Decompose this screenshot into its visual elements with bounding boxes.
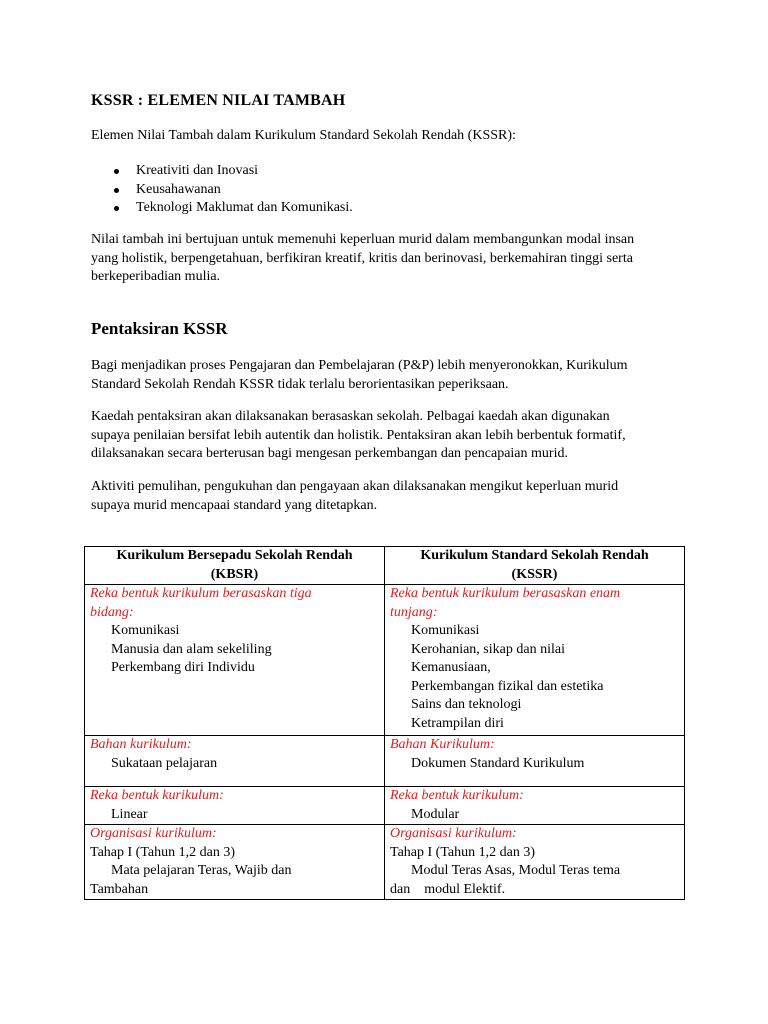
section-heading-pentaksiran: Pentaksiran KSSR bbox=[91, 319, 228, 338]
paragraph-pnp: Bagi menjadikan proses Pengajaran dan Pembelajaran (P&P) lebih menyeronokkan, Kurikulum Standard Sekolah Rendah KSSR tidak terlalu berorientasikan peperiksaan. bbox=[91, 358, 628, 392]
table-cell: Organisasi kurikulum: Tahap I (Tahun 1,2 dan 3) Mata pelajaran Teras, Wajib dan Tambahan bbox=[85, 825, 385, 900]
comparison-table bbox=[84, 546, 685, 900]
paragraph-kaedah: Kaedah pentaksiran akan dilaksanakan berasaskan sekolah. Pelbagai kaedah akan digunakan supaya penilaian bersifat lebih autentik dan holistik. Pentaksiran akan lebih berbentuk formatif, dilaksanakan secara berterusan bagi mengesan perkembangan dan pencapaian murid. bbox=[91, 409, 626, 461]
table-cell: Reka bentuk kurikulum berasaskan tiga bidang: Komunikasi Manusia dan alam sekeliling Perkembang diri Individu bbox=[85, 585, 385, 736]
header-kbsr: Kurikulum Bersepadu Sekolah Rendah (KBSR) bbox=[85, 547, 385, 585]
table-cell bbox=[85, 773, 385, 787]
paragraph-nilai-tambah: Nilai tambah ini bertujuan untuk memenuhi keperluan murid dalam membangunkan modal insan yang holistik, berpengetahuan, berfikiran kreatif, kritis dan berinovasi, berkemahiran tinggi serta berkeperibadian mulia. bbox=[91, 232, 635, 284]
table-cell: Bahan Kurikulum: Dokumen Standard Kurikulum bbox=[385, 736, 685, 774]
list-item: Teknologi Maklumat dan Komunikasi. bbox=[91, 199, 353, 218]
value-added-list bbox=[91, 162, 353, 218]
table-cell: Bahan kurikulum: Sukataan pelajaran bbox=[85, 736, 385, 774]
bullet-icon bbox=[114, 188, 119, 193]
table-cell: Reka bentuk kurikulum: Linear bbox=[85, 787, 385, 825]
list-item: Kreativiti dan Inovasi bbox=[91, 162, 353, 181]
bullet-icon bbox=[114, 206, 119, 211]
table-spacer-row bbox=[85, 773, 685, 787]
table-row bbox=[85, 585, 685, 736]
table-row bbox=[85, 787, 685, 825]
header-kssr: Kurikulum Standard Sekolah Rendah (KSSR) bbox=[385, 547, 685, 585]
table-row bbox=[85, 825, 685, 900]
table-cell bbox=[385, 773, 685, 787]
bullet-icon bbox=[114, 169, 119, 174]
paragraph-aktiviti: Aktiviti pemulihan, pengukuhan dan pengayaan akan dilaksanakan mengikut keperluan murid supaya murid mencapaai standard yang ditetapkan. bbox=[91, 479, 619, 513]
list-item: Keusahawanan bbox=[91, 181, 353, 200]
table-row bbox=[85, 736, 685, 774]
intro-text: Elemen Nilai Tambah dalam Kurikulum Standard Sekolah Rendah (KSSR): bbox=[91, 128, 516, 143]
table-cell: Reka bentuk kurikulum berasaskan enam tunjang: Komunikasi Kerohanian, sikap dan nilai Kemanusiaan, Perkembangan fizikal dan estetika Sains dan teknologi Ketrampilan diri bbox=[385, 585, 685, 736]
table-cell: Organisasi kurikulum: Tahap I (Tahun 1,2 dan 3) Modul Teras Asas, Modul Teras tema dan modul Elektif. bbox=[385, 825, 685, 900]
page-title: KSSR : ELEMEN NILAI TAMBAH bbox=[91, 92, 346, 109]
table-cell: Reka bentuk kurikulum: Modular bbox=[385, 787, 685, 825]
table-header-row bbox=[85, 547, 685, 585]
